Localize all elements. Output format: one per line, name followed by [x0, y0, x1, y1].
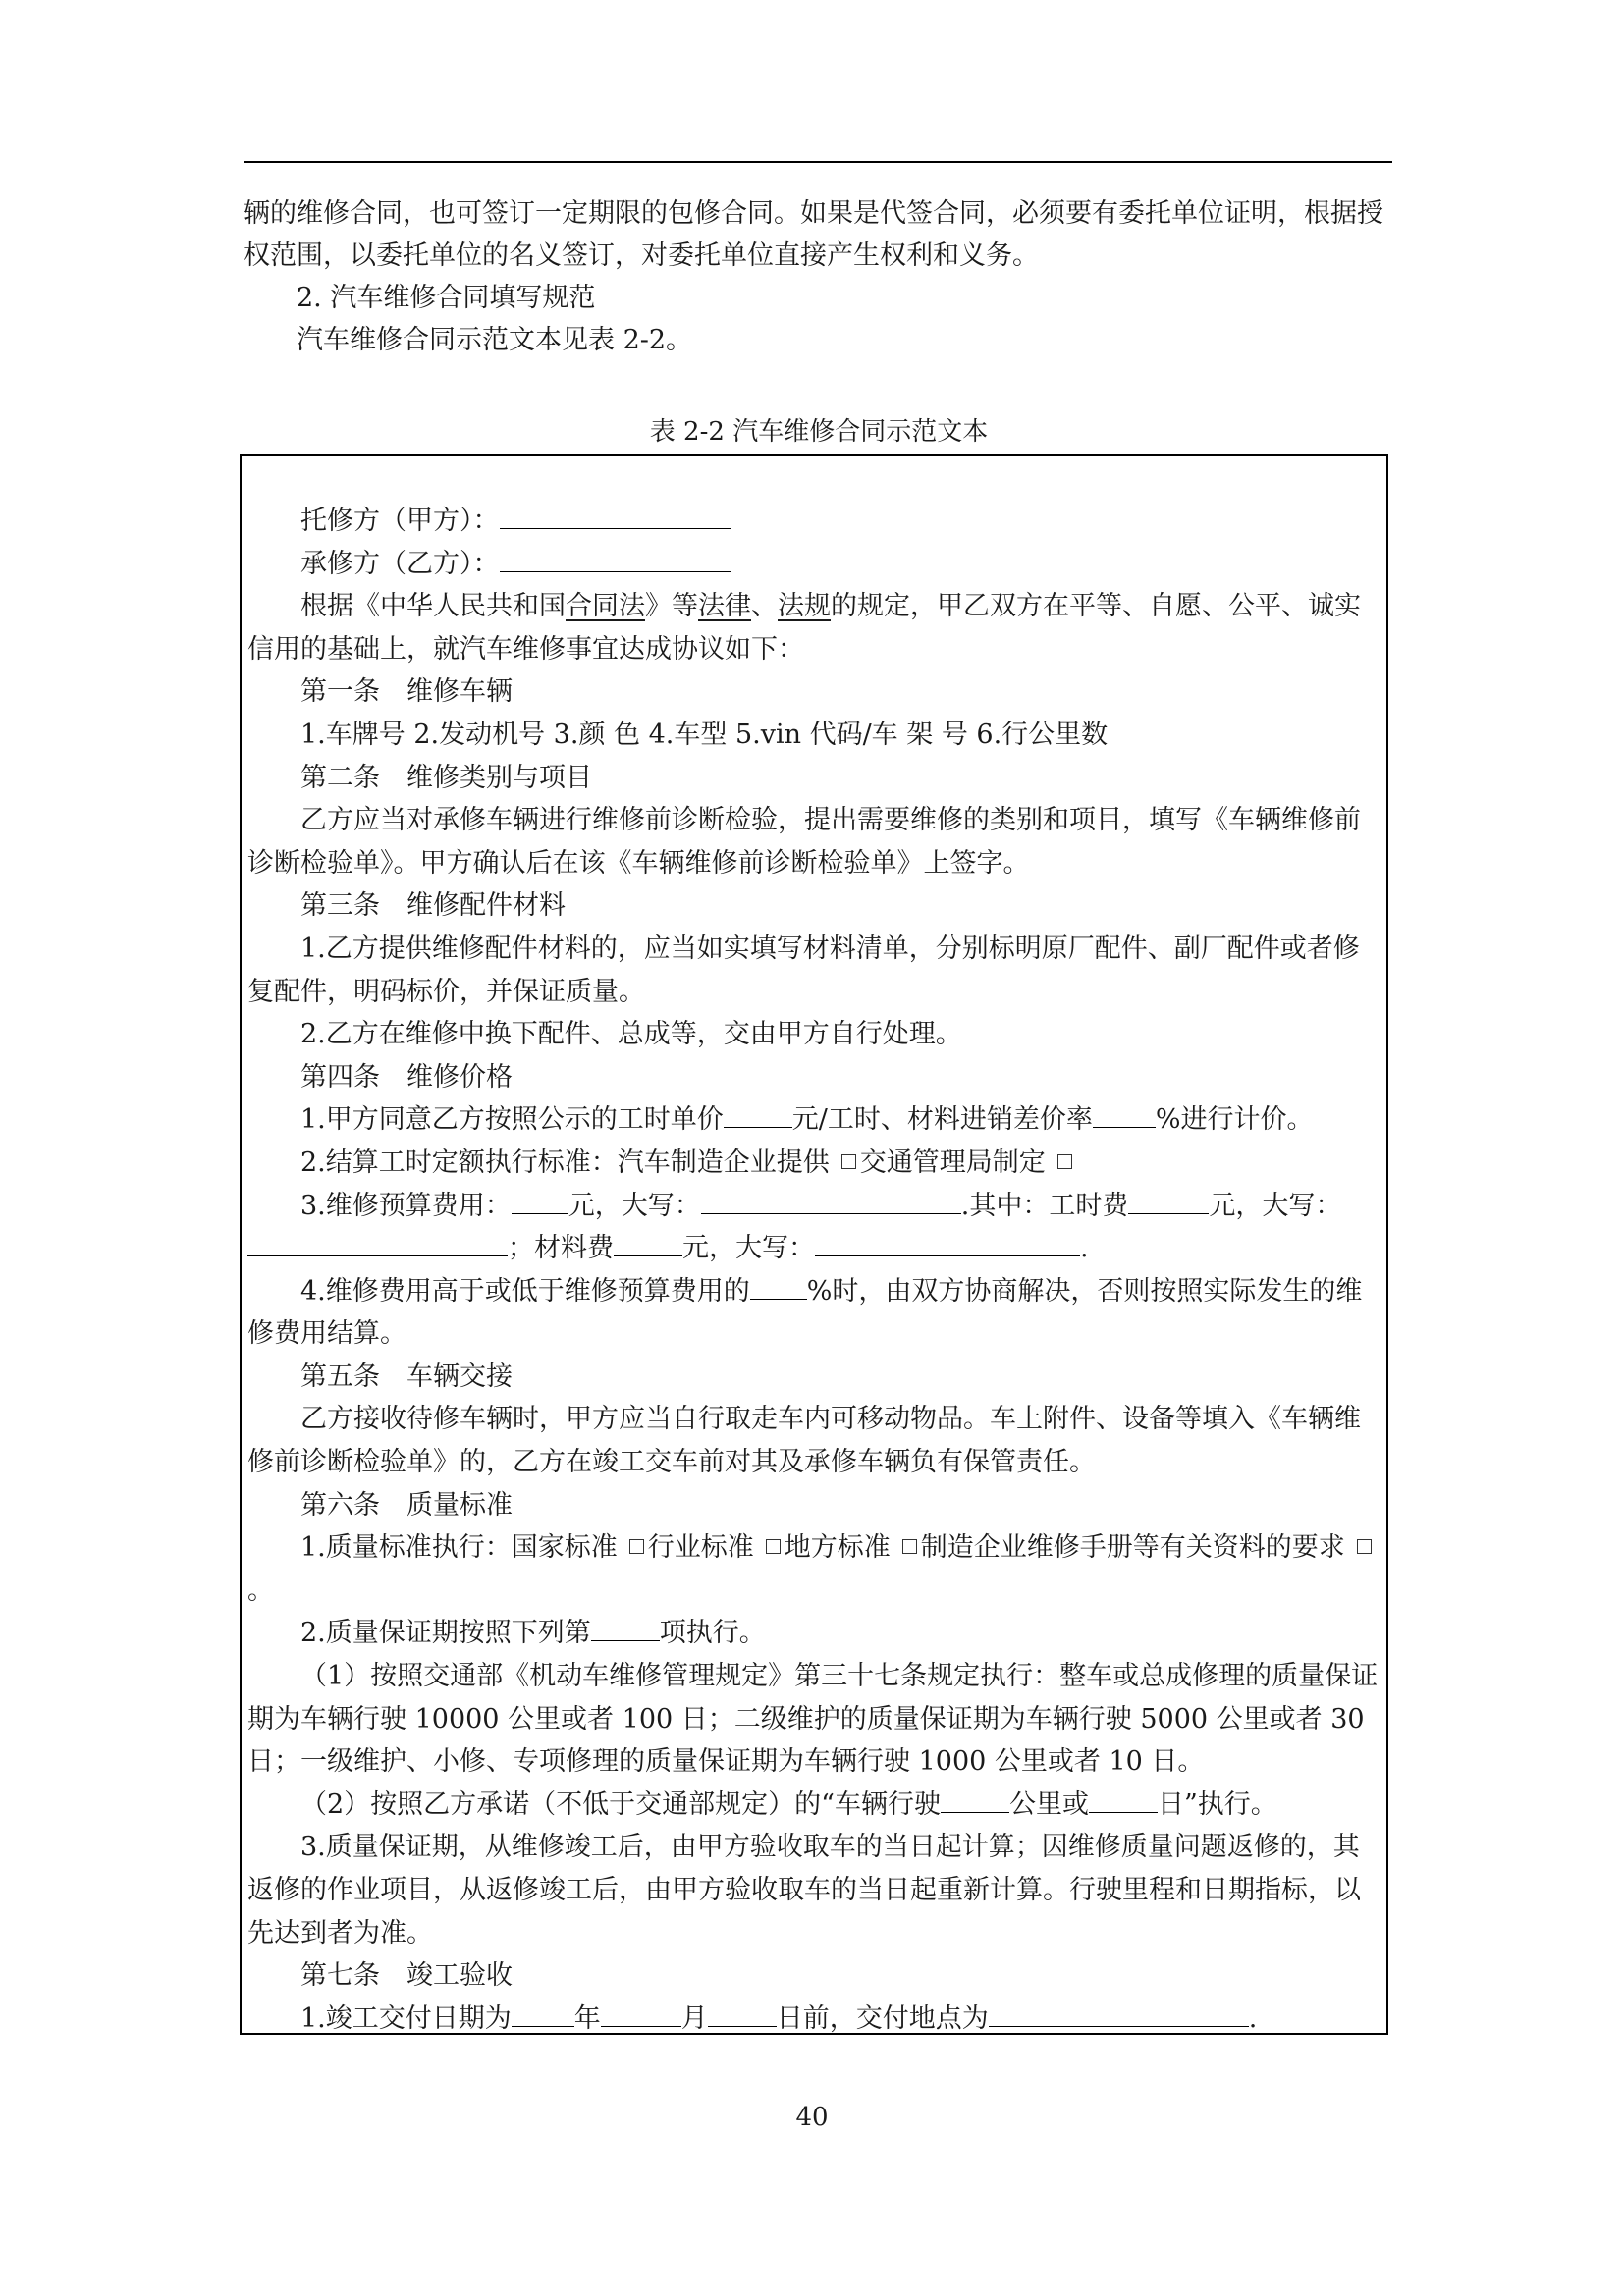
labor-fee-blank	[1128, 1187, 1209, 1214]
mileage-blank	[941, 1786, 1009, 1813]
checkbox-manual[interactable]	[1357, 1539, 1372, 1554]
article-4-item-2	[247, 1142, 1379, 1185]
article-6-option-2	[247, 1784, 1379, 1827]
year-blank	[512, 2000, 574, 2027]
warranty-option-blank	[591, 1614, 660, 1641]
article-3-item-1: 1.乙方提供维修配件材料的，应当如实填写材料清单，分别标明原厂配件、副厂配件或者修复配件，明码标价，并保证质量。	[247, 933, 1360, 1007]
party-a-label: 托修方（甲方）：	[300, 506, 500, 536]
text-segment: 交通管理局制定	[859, 1147, 1046, 1178]
text-segment: .	[1080, 1233, 1089, 1264]
law-link-law[interactable]: 法律	[698, 591, 751, 622]
page-number: 40	[795, 2103, 829, 2132]
article-7-title: 第七条 竣工验收	[300, 1960, 513, 1992]
basis-text: 根据《中华人民共和国	[300, 591, 566, 622]
article-3-item-2: 2.乙方在维修中换下配件、总成等，交由甲方自行处理。	[300, 1019, 962, 1050]
article-4-item-4	[247, 1270, 1379, 1356]
text-segment: 行业标准	[647, 1532, 754, 1564]
budget-blank	[512, 1187, 568, 1214]
article-4-item-1	[247, 1098, 1379, 1142]
text-segment: 2.结算工时定额执行标准：汽车制造企业提供	[300, 1147, 830, 1178]
text-segment: 。	[247, 1575, 274, 1606]
text-segment: 元，大写：	[568, 1190, 701, 1221]
article-3-title: 第三条 维修配件材料	[300, 890, 566, 922]
deviation-blank	[750, 1272, 807, 1300]
text-segment: 年	[573, 2002, 601, 2034]
article-2-body: 乙方应当对承修车辆进行维修前诊断检验，提出需要维修的类别和项目，填写《车辆维修前诊断检验单》。甲方确认后在该《车辆维修前诊断检验单》上签字。	[247, 805, 1361, 879]
intro-section	[244, 192, 1394, 361]
checkbox-manufacturer[interactable]	[841, 1154, 856, 1169]
text-segment: 元，大写：	[1209, 1190, 1342, 1221]
text-segment: 月	[680, 2002, 708, 2034]
text-segment: 3.维修预算费用：	[300, 1190, 512, 1221]
article-6-item-2	[247, 1612, 1379, 1655]
text-segment: .其中：工时费	[960, 1190, 1129, 1221]
contract-box	[240, 454, 1388, 2035]
article-6-title: 第六条 质量标准	[300, 1489, 513, 1521]
text-segment: 制造企业维修手册等有关资料的要求	[920, 1532, 1345, 1564]
basis-text: 的规定，甲乙双方在平等、自愿、公平、诚实信用的基础上，就汽车维修事宜达成协议如下：	[247, 591, 1361, 665]
text-segment: %进行计价。	[1155, 1104, 1314, 1136]
table-caption: 表 2-2 汽车维修合同示范文本	[649, 417, 989, 447]
text-segment: 地方标准	[784, 1532, 891, 1564]
checkbox-traffic-bureau[interactable]	[1057, 1154, 1072, 1169]
basis-paragraph	[247, 585, 1379, 670]
party-a-line	[247, 500, 1379, 543]
text-segment: ；材料费	[508, 1233, 614, 1264]
checkbox-national-standard[interactable]	[629, 1539, 644, 1554]
budget-capital-blank	[701, 1187, 961, 1214]
intro-reference: 汽车维修合同示范文本见表 2-2。	[297, 325, 693, 355]
text-segment: 项执行。	[659, 1618, 766, 1649]
text-segment: 元，大写：	[682, 1233, 815, 1264]
text-segment: （2）按照乙方承诺（不低于交通部规定）的“车辆行驶	[300, 1789, 941, 1820]
text-segment: 1.甲方同意乙方按照公示的工时单价	[300, 1104, 724, 1136]
basis-text: 》等	[645, 591, 698, 622]
days-blank	[1089, 1786, 1158, 1813]
text-segment: 公里或	[1008, 1789, 1089, 1820]
text-segment: 1.质量标准执行：国家标准	[300, 1532, 618, 1564]
month-blank	[601, 2000, 681, 2027]
article-1-title: 第一条 维修车辆	[300, 676, 513, 708]
text-segment: 日前，交付地点为	[776, 2002, 989, 2034]
law-link-regulation[interactable]: 法规	[778, 591, 831, 622]
text-segment: .	[1248, 2002, 1258, 2034]
article-7-item-1	[247, 1998, 1379, 2041]
checkbox-local-standard[interactable]	[902, 1539, 917, 1554]
section-heading: 2. 汽车维修合同填写规范	[297, 283, 596, 313]
party-a-blank	[500, 502, 731, 529]
party-b-blank	[500, 545, 731, 572]
markup-rate-blank	[1093, 1100, 1156, 1128]
text-segment: 1.竣工交付日期为	[300, 2002, 512, 2034]
checkbox-industry-standard[interactable]	[766, 1539, 781, 1554]
party-b-label: 承修方（乙方）：	[300, 548, 500, 579]
text-segment: 2.质量保证期按照下列第	[300, 1618, 591, 1649]
header-rule	[244, 161, 1392, 163]
party-b-line	[247, 543, 1379, 586]
labor-fee-capital-blank	[247, 1229, 508, 1256]
text-segment: 元/工时、材料进销差价率	[791, 1104, 1093, 1136]
day-blank	[708, 2000, 777, 2027]
article-4-item-3	[247, 1185, 1379, 1270]
intro-paragraph: 辆的维修合同，也可签订一定期限的包修合同。如果是代签合同，必须要有委托单位证明，根据授权范围，以委托单位的名义签订，对委托单位直接产生权利和义务。	[244, 198, 1383, 271]
text-segment: 4.维修费用高于或低于维修预算费用的	[300, 1275, 750, 1307]
article-4-title: 第四条 维修价格	[300, 1061, 513, 1093]
delivery-place-blank	[989, 2000, 1249, 2027]
article-1-items: 1.车牌号 2.发动机号 3.颜 色 4.车型 5.vin 代码/车 架 号 6.行公里数	[300, 719, 1109, 750]
article-2-title: 第二条 维修类别与项目	[300, 762, 592, 793]
material-fee-blank	[614, 1229, 682, 1256]
text-segment: 日”执行。	[1157, 1789, 1277, 1820]
basis-text: 、	[751, 591, 778, 622]
article-6-option-1: （1）按照交通部《机动车维修管理规定》第三十七条规定执行：整车或总成修理的质量保证期为车辆行驶 10000 公里或者 100 日；二级维护的质量保证期为车辆行驶 5000 公里或者 30 日；一级维护、小修、专项修理的质量保证期为车辆行驶 1000 公里或者 10 日。	[247, 1661, 1379, 1778]
law-link-contract[interactable]: 合同法	[566, 591, 645, 622]
article-5-body: 乙方接收待修车辆时，甲方应当自行取走车内可移动物品。车上附件、设备等填入《车辆维修前诊断检验单》的，乙方在竣工交车前对其及承修车辆负有保管责任。	[247, 1404, 1361, 1478]
article-6-item-3: 3.质量保证期，从维修竣工后，由甲方验收取车的当日起计算；因维修质量问题返修的，其返修的作业项目，从返修竣工后，由甲方验收取车的当日起重新计算。行驶里程和日期指标，以先达到者为准。	[247, 1832, 1361, 1949]
text-segment: %时，由双方协商解决，否则按照实际发生的维修费用结算。	[247, 1275, 1363, 1350]
labor-rate-blank	[724, 1100, 792, 1128]
article-5-title: 第五条 车辆交接	[300, 1361, 513, 1392]
material-fee-capital-blank	[815, 1229, 1080, 1256]
article-6-item-1	[247, 1526, 1379, 1612]
